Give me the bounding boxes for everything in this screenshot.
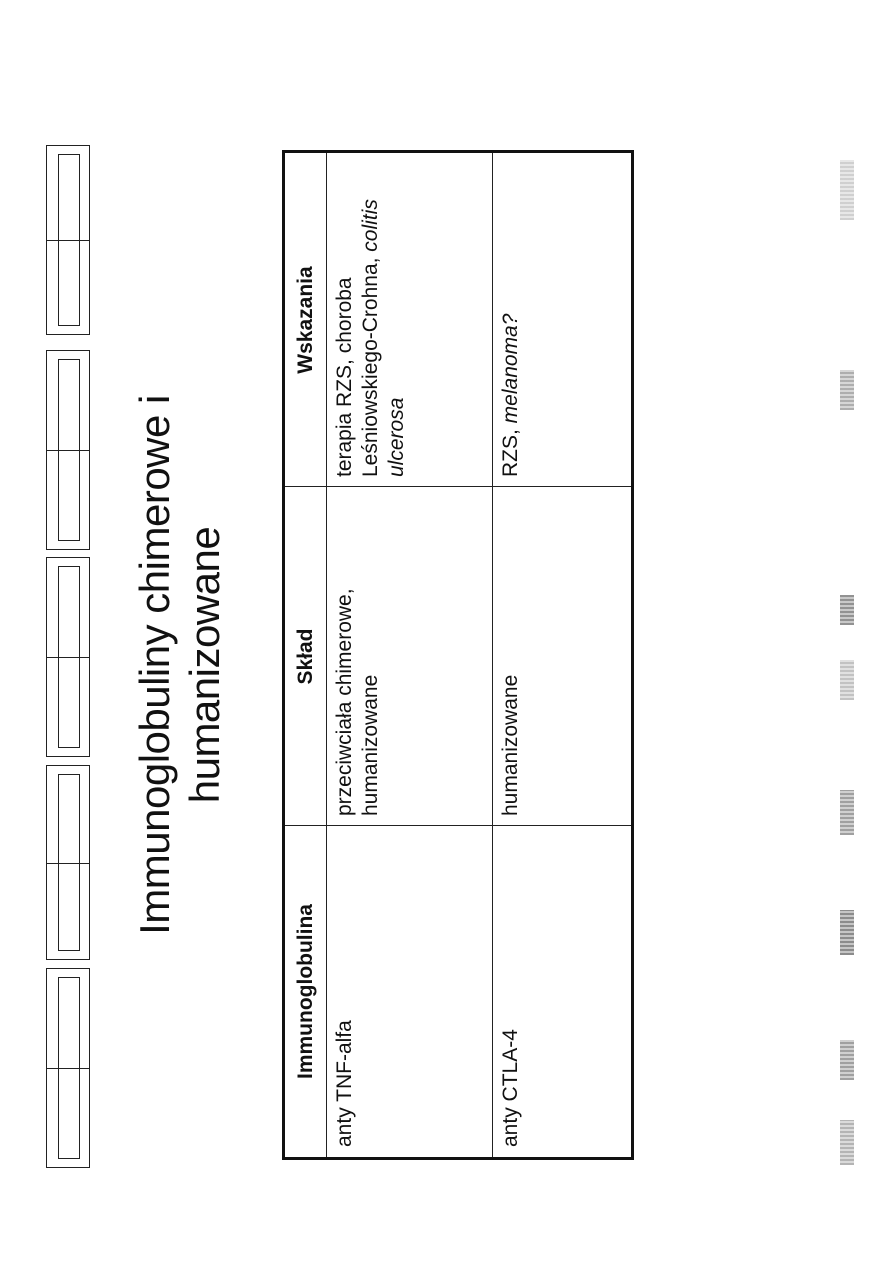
data-table xyxy=(282,150,634,1160)
header-sklad: Skład xyxy=(294,628,317,685)
row2-immunoglobulina: anty CTLA-4 xyxy=(499,1029,522,1147)
frame-ornament-4 xyxy=(46,765,90,960)
title-line-2: humanizowane xyxy=(181,526,228,804)
header-wskazania: Wskazania xyxy=(294,266,317,374)
scan-mark xyxy=(840,1040,854,1080)
row1-immunoglobulina: anty TNF-alfa xyxy=(333,1020,356,1147)
row2-wskazania xyxy=(492,153,631,487)
title-line-1: Immunoglobuliny chimerowe i xyxy=(131,395,178,935)
scan-mark xyxy=(840,370,854,410)
row2-wskazania-italic: melanoma? xyxy=(499,313,522,424)
scan-mark xyxy=(840,595,854,625)
row2-sklad: humanizowane xyxy=(499,674,522,816)
row2-wskazania-text: RZS, xyxy=(499,429,522,477)
frame-ornament-1 xyxy=(46,145,90,335)
slide xyxy=(130,135,645,1195)
row1-wskazania-text: terapia RZS, choroba Leśniowskiego-Crohna, xyxy=(333,257,382,477)
row1-wskazania xyxy=(326,153,492,487)
scan-mark xyxy=(840,1120,854,1165)
scan-mark xyxy=(840,910,854,955)
scan-mark xyxy=(840,790,854,835)
scan-mark xyxy=(840,160,854,220)
frame-ornament-5 xyxy=(46,968,90,1168)
slide-title xyxy=(130,135,230,1195)
frame-ornament-2 xyxy=(46,350,90,550)
frame-ornament-3 xyxy=(46,557,90,757)
header-immunoglobulina: Immunoglobulina xyxy=(294,904,317,1079)
row1-sklad: przeciwciała chimerowe, humanizowane xyxy=(333,588,382,816)
scan-mark xyxy=(840,660,854,700)
row1-wskazania-italic: colitis ulcerosa xyxy=(359,199,408,477)
